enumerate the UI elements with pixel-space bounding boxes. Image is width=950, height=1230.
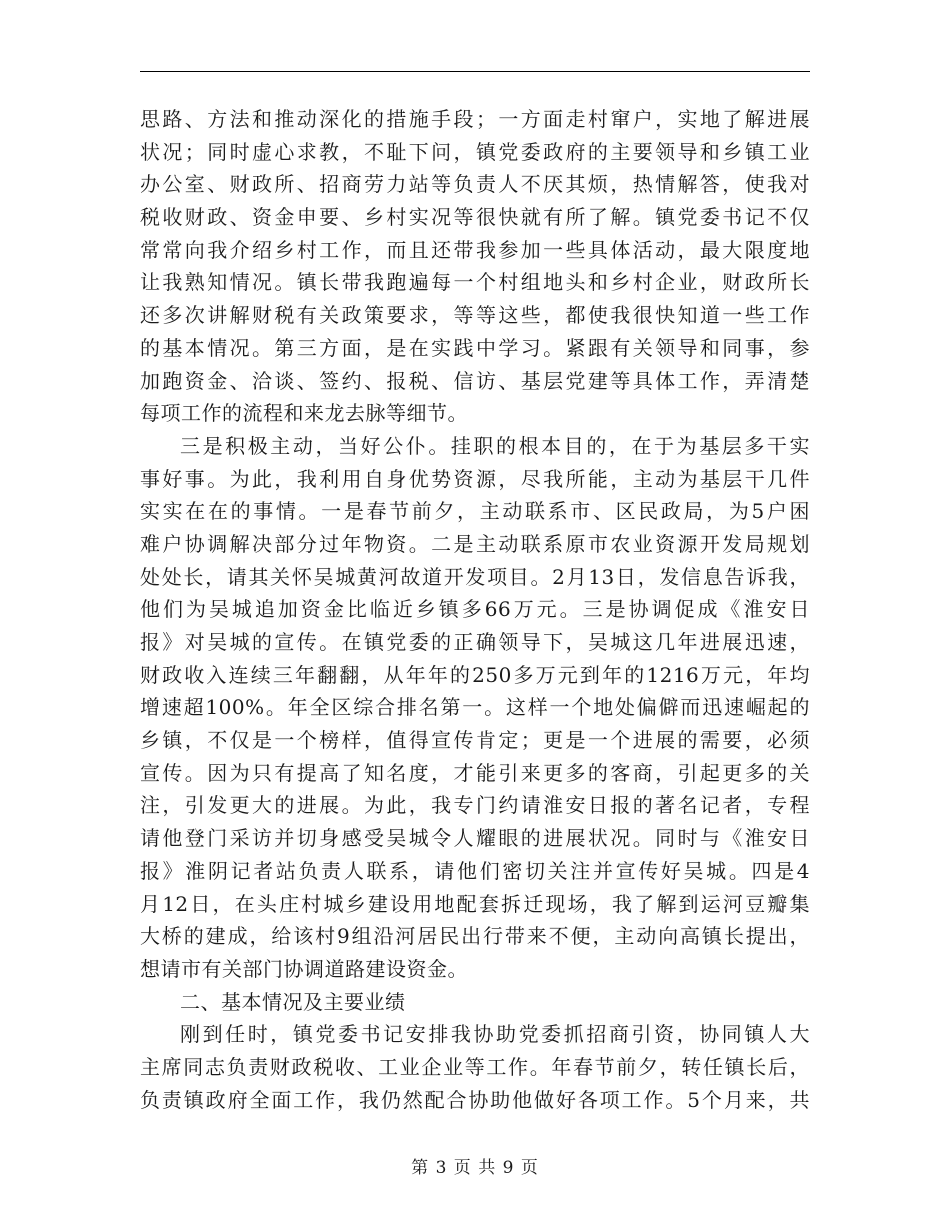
text-line: 增速超100%。年全区综合排名第一。这样一个地处偏僻而迅速崛起的 — [140, 695, 810, 720]
text-line: 月12日，在头庄村城乡建设用地配套拆迁现场，我了解到运河豆瓣集 — [140, 891, 810, 916]
text-line: 他们为吴城追加资金比临近乡镇多66万元。三是协调促成《淮安日 — [140, 597, 810, 622]
text-line: 三是积极主动，当好公仆。挂职的根本目的，在于为基层多干实 — [180, 433, 810, 458]
text-line: 注，引发更大的进展。为此，我专门约请淮安日报的著名记者，专程 — [140, 793, 810, 818]
text-line: 二、基本情况及主要业绩 — [180, 989, 406, 1014]
text-line: 还多次讲解财税有关政策要求，等等这些，都使我很快知道一些工作 — [140, 303, 810, 328]
text-line: 让我熟知情况。镇长带我跑遍每一个村组地头和乡村企业，财政所长 — [140, 270, 810, 295]
text-line: 报》对吴城的宣传。在镇党委的正确领导下，吴城这几年进展迅速， — [140, 630, 810, 654]
text-line: 实实在在的事情。一是春节前夕，主动联系市、区民政局，为5户困 — [140, 499, 810, 524]
text-line: 常常向我介绍乡村工作，而且还带我参加一些具体活动，最大限度地 — [140, 237, 810, 262]
text-line: 办公室、财政所、招商劳力站等负责人不厌其烦，热情解答，使我对 — [140, 172, 810, 197]
document-body — [140, 103, 810, 1116]
text-line: 财政收入连续三年翻翻，从年年的250多万元到年的1216万元，年均 — [140, 662, 810, 687]
text-line: 想请市有关部门协调道路建设资金。 — [140, 956, 468, 981]
text-line: 加跑资金、洽谈、签约、报税、信访、基层党建等具体工作，弄清楚 — [140, 368, 810, 393]
text-line: 思路、方法和推动深化的措施手段；一方面走村窜户，实地了解进展 — [140, 107, 810, 131]
text-line: 税收财政、资金申要、乡村实况等很快就有所了解。镇党委书记不仅 — [140, 205, 810, 230]
text-line: 的基本情况。第三方面，是在实践中学习。紧跟有关领导和同事，参 — [140, 335, 810, 360]
text-line: 宣传。因为只有提高了知名度，才能引来更多的客商，引起更多的关 — [140, 760, 810, 785]
text-line: 乡镇，不仅是一个榜样，值得宣传肯定；更是一个进展的需要，必须 — [140, 728, 810, 753]
text-line: 每项工作的流程和来龙去脉等细节。 — [140, 401, 468, 426]
text-line: 事好事。为此，我利用自身优势资源，尽我所能，主动为基层干几件 — [140, 466, 810, 491]
text-line: 主席同志负责财政税收、工业企业等工作。年春节前夕，转任镇长后， — [140, 1054, 810, 1079]
text-line: 难户协调解决部分过年物资。二是主动联系原市农业资源开发局规划 — [140, 531, 810, 556]
text-line: 状况；同时虚心求教，不耻下问，镇党委政府的主要领导和乡镇工业 — [140, 139, 810, 164]
text-line: 大桥的建成，给该村9组沿河居民出行带来不便，主动向高镇长提出， — [140, 924, 810, 949]
text-line: 报》淮阴记者站负责人联系，请他们密切关注并宣传好吴城。四是4 — [140, 858, 810, 883]
text-line: 刚到任时，镇党委书记安排我协助党委抓招商引资，协同镇人大 — [180, 1022, 810, 1047]
page-number: 第 3 页 共 9 页 — [411, 1158, 539, 1178]
text-line: 处处长，请其关怀吴城黄河故道开发项目。2月13日，发信息告诉我， — [140, 564, 810, 589]
text-line: 负责镇政府全面工作，我仍然配合协助他做好各项工作。5个月来，共 — [140, 1087, 810, 1112]
header-rule — [140, 71, 810, 72]
text-line: 请他登门采访并切身感受吴城令人耀眼的进展状况。同时与《淮安日 — [140, 826, 810, 851]
